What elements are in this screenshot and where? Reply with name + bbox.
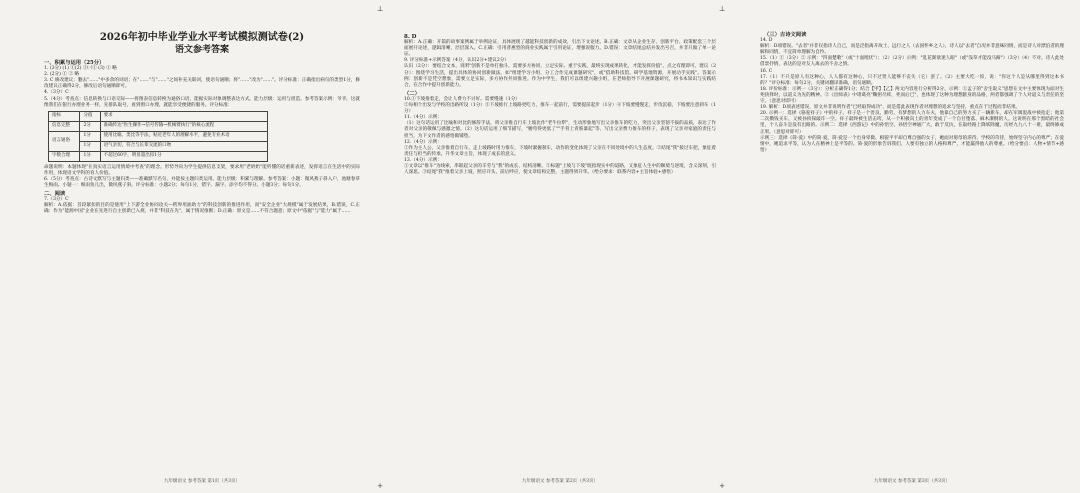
table-cell: 语气亲切，符合与长辈交流的口吻: [100, 141, 267, 151]
crop-mark: ⊥: [718, 5, 726, 13]
scoring-rubric-table: [48, 111, 268, 162]
answer-8-heading: 8. D: [404, 34, 417, 40]
answer-18: 18. 评价标准：示例一（3分）：分析正确得1分；结合【甲】【乙】两文内容进行分析得2分。示例：①孟子的"舍生取义"思想在文中主要体现为面对生死抉择时，以道义为先的精神。②《出师表》中诸葛亮"鞠躬尽瘁，死而后已"，也体现了这种为理想献身的品格，两者都强调了个人对道义与责任的坚守。（意思对即可）: [760, 86, 1064, 105]
table-row: [49, 141, 268, 151]
answer-7: 7.（3分）C: [44, 197, 69, 203]
table-cell: 指标: [49, 111, 80, 121]
answer-21: 示例三：选择《简·爱》中的简·爱。简·爱是一个出身卑微、相貌平平却自尊自强的女子，她面对舅母的虐待、学校的苛待，始终坚守内心的尊严；在爱情中，她追求平等，认为人在精神上是平等的。简·爱的形象告诉我们，人要有独立的人格和尊严，才能赢得他人的尊重。（给分要点：人物+情节+感悟）: [760, 135, 1064, 153]
table-row: [49, 131, 268, 141]
answer-19: 19. 解析：D项表述错误，原文并非说明作者"已经取得成功"，而是借此表现作者对理想的追求与坚持，重点在于过程而非结果。: [760, 105, 1021, 111]
answer-9: 认识（2分）：要结合文本，说明"创新不是单打独斗，需要多方协同，立足实际、重于实践，最终实现成果转化，才能发挥价值"。点之有理即可。建议（2分）：围绕学习生活，提出具体的协同创新做法，如"组建学习小组，分工合作完成课题研究"，或"借助科技馆、研学基地资源，开展动手实践"。答案示例：创新不是凭空想象，需要立足实际，多方协作共同推进。作为中学生，我们可以组建兴趣小组，在老师指导下开展课题研究，将书本知识与实践结合，在合作中提升创新能力。: [404, 64, 716, 88]
answer-11-heading: 11.（4分）示例：: [404, 115, 442, 121]
answer-10-heading: 10.①下坡推着走，会让人费力不讨好。需要慢速（1分）: [404, 96, 520, 102]
table-cell: 1分: [80, 141, 100, 151]
table-cell: 2分: [80, 121, 100, 131]
answer-3: 3. C 修改建议：删去"……"中多余的词语；在"……"与"……"之间补充关联词，使语句通顺；将"……"改为"……"。评分标准：正确指出病句的类型1分，修改建议正确得2分，修改后语句通顺即可。: [44, 78, 360, 90]
answer-5: 5.（4分）考查点：信息转换与口语交际——将图表信息转换为通俗口语，能据实际对象调整表达方式。能力层级：运用与创造。参考答案示例：爷爷，这就像我们在银行办理业务一样，先排队取号，再到窗口办理，就能享受便捷的服务。评分标准：: [44, 96, 360, 108]
answer-16: 15.（1）①（3分）② 示例："四面楚歌"（或"十面埋伏"）；（2）（2分）示例："乱花渐欲迷人眼"（或"浅草才能没马蹄"）（3分）（4）不对。诗人此处借景抒情，表达的是对友人离去的不舍之情。: [760, 56, 1064, 68]
page-footer-3: 九年级语文 参考答案 第3页（共3页）: [873, 478, 951, 484]
table-row: [49, 111, 268, 121]
answer-14: 14. D: [760, 38, 773, 44]
answer-17-heading: 16. C: [760, 68, 773, 74]
document-subtitle: 语文参考答案: [174, 45, 229, 55]
answer-20: 20. 示例一：选择《骆驼祥子》中的祥子。祥子是一个善良、勤劳、有梦想的人力车夫，他靠自己的努力买了一辆新车，却在军阀混战中被抢走；他第二次攒钱买车，又被孙侦探敲诈一空。祥子最终被生活击垮，从一个积极向上的青年变成了一个自甘堕落、麻木潦倒的人。这说明在那个黑暗的社会里，个人奋斗是没有出路的。示例二：选择《西游记》中的孙悟空。孙悟空神通广大，敢于反抗，在取经路上降妖除魔，历经九九八十一难，最终修成正果。（意思对即可）: [760, 111, 1064, 135]
section-heading-3: （三）古诗文阅读: [764, 32, 807, 38]
answer-13-heading: 13.（4分）示例：: [404, 157, 442, 163]
answer-8-analysis: 解析：A.正确：开篇的故事案例属于举例论证，具体展现了越能科技创新的成效，引出下文论述。B.正确：文章从企业生存、创新平台、政策配套三个层面展开论述，逻辑清晰，层层深入。C.正确：引用普惠型的商业实践属于引用论证，增强说服力。D.错误：文章结尾总结并发出号召，并非只做了单一论证。: [404, 40, 716, 58]
table-cell: 字数合理: [49, 151, 80, 161]
crop-mark: ⊥: [376, 5, 384, 13]
answer-12: ①作为主人公，父亲推着自行车，走上坡路时用力推车，下坡时紧握刹车，动作的变化体现了父亲在不同处境中的人生态度。②结尾"我"接过车把，象征着责任与担当的传承，升华文章主旨，体现了成长的意义。: [404, 145, 716, 157]
page-footer-2: 九年级语文 参考答案 第2页（共3页）: [521, 478, 599, 484]
answer-5-note: 命题说明：本题体现"在真实语言运用情境中考查"的理念。形势导向为学生提供信息支架，要求用"老奶奶"能听懂的话重新表述，发挥语言在生活中的实际作用，体现语文学科的育人价值。: [44, 164, 360, 176]
answer-13: ①文章以"推车"为线索，串联起父亲的辛劳与"我"的成长，结构清晰。②标题"上坡与下坡"既指现实中的道路，又象征人生中的顺境与逆境，含义深刻，引人深思。③结尾"我"推着父亲上坡，照应开头，前后呼应，使文章结构完整，主题得到升华。（给分要求：联系内容+主旨体验+感悟）: [404, 163, 716, 176]
answer-page-2: [404, 0, 716, 493]
answer-4: 4.（3分）C: [44, 90, 69, 96]
table-row: [49, 151, 268, 161]
table-cell: 信息完整: [49, 121, 80, 131]
table-cell: 1分: [80, 131, 100, 141]
answer-17: 17.（1）不只是原人有这种心，人人都有这种心，只不过贤人能够不丧失（它）罢了。（2）主要大吃一惊，说："你这个人是从哪里得到这本书的？"评分标准：每句2分，关键词翻译准确，语句通顺。: [760, 74, 1064, 86]
table-cell: 要求: [100, 111, 267, 121]
table-cell: 语言通俗: [49, 131, 80, 151]
answer-11: （1）这句话运用了比喻和对比的修辞手法，将父亲推自行车上坡比作"老牛拉犁"，生动形象地写出父亲推车的吃力，突出父亲坚韧不拔的品质，表达了作者对父亲的敬佩与感激之情。（2）这句话运用了细节描写，"腰弯得更低了""手背上青筋暴起"等，写出父亲费力推车的样子，表现了父亲对家庭的责任与担当，为下文作者的感悟做铺垫。: [404, 121, 716, 139]
crop-mark: +: [377, 482, 383, 490]
answer-page-1: [44, 0, 360, 493]
page-footer-1: 九年级语文 参考答案 第1页（共3页）: [163, 478, 241, 484]
answer-12-heading: 12.（4分）示例：: [404, 139, 442, 145]
answer-6: 6.（5分）考查点：古诗文默写与主题归类——准确默写名句，并能按主题归类运用。能力层级：积累与理解。参考答案：小题：微风燕子斜入户，池塘春草生梅雨。小题一：细雨鱼儿出，微风燕子斜。评分标准：小题2分；每句1分，错字、漏字、添字均不得分。小题3分；每句1分。: [44, 176, 360, 189]
section-heading-1: 一、积累与运用（25分）: [44, 60, 105, 66]
answer-1: 1. (3分) (1) ①(2) ①㈠① (3) ① 略: [44, 66, 117, 72]
section-heading-2b: （二）: [404, 90, 420, 97]
answer-2: 2. (2分) ① ② 略: [44, 72, 80, 78]
table-row: [49, 121, 268, 131]
document-title: 2026年初中毕业学业水平考试模拟测试卷(2): [99, 32, 305, 43]
answer-9-heading: 9. 评分标准+示例答案（4分，认识2分+建议2分）: [404, 58, 509, 64]
crop-mark: +: [719, 482, 725, 490]
table-cell: 不超过60字，明显超出扣1分: [100, 151, 267, 161]
section-heading-2: 二、阅读: [44, 191, 66, 198]
table-cell: 1分: [80, 151, 100, 161]
answer-7-analysis: 解析：A.依据：首段紧扣的目的是使用"上下游全业协同攻关—跨界用油助力"的科技创新的推进作用，而"安全企业"大规模"属于发展结果，B.错误，C.正确：作为"能源中国"企业在先进行自主创新已入规，并非"科技在先"，属于情况推断；D.正确：原文是……不符合题意；原文中"依据"与"能力"属于……: [44, 203, 360, 215]
answer-15: 解析：D项错误。"去者"并非仅指诗人自己，而是泛指离开故土、远行之人（去国怀乡之人），诗人以"去者"自况并非意味同情，而是诗人对漂泊者的理解和同情，不宜简单理解为自怜。: [760, 44, 1064, 56]
table-cell: 准确传达"医生操作→信号传输→机械臂执行"的核心流程: [100, 121, 267, 131]
table-cell: 使用比喻、类比等手法，贴近老年人的理解水平，避免专业术语: [100, 131, 267, 141]
table-cell: 分值: [80, 111, 100, 121]
answer-page-3: [760, 0, 1064, 493]
answer-10: ②每相个出发与学校的出路所设（1分）③下坡推行上坡路更吃力，推车一起前行，需要提前起步（1分）④下坡要慢慢走，步伐沉稳，下坡要注意刹车（1分）: [404, 103, 716, 115]
